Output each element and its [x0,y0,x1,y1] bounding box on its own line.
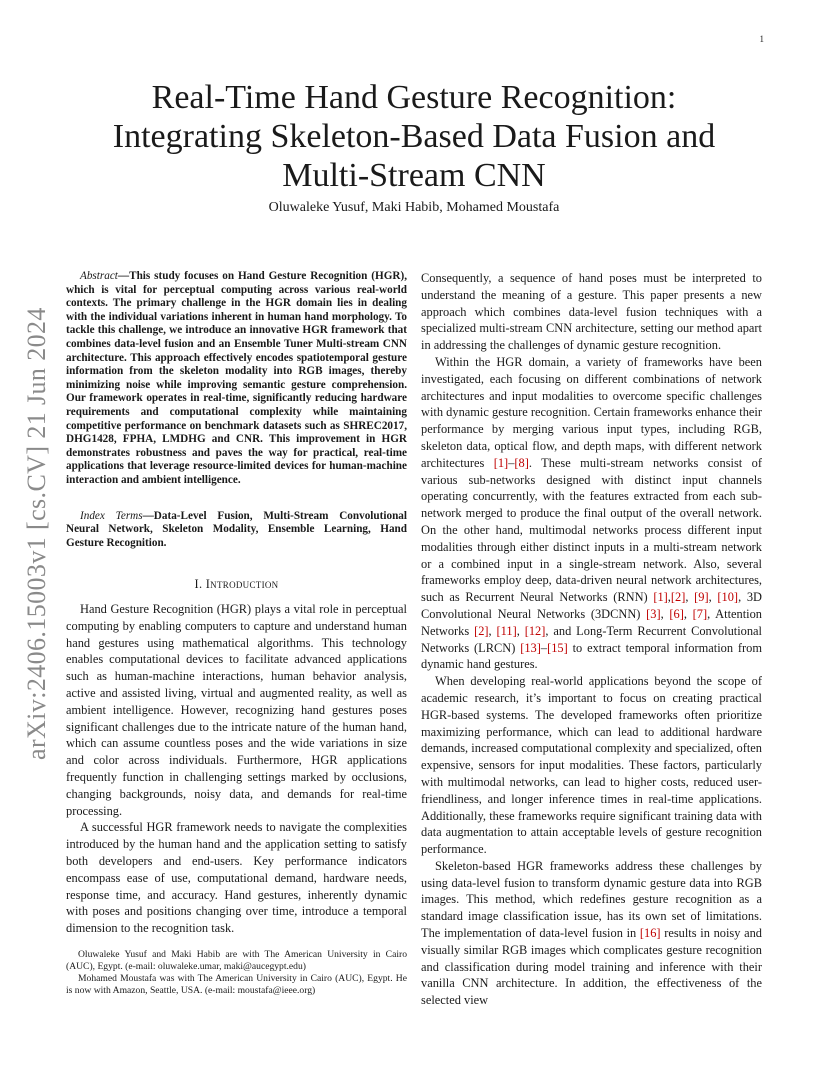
text-run: , [667,590,671,605]
text-run: to extract temporal information from dynamic hand gestures. [421,640,762,672]
page-number: 1 [759,34,764,44]
paragraph: Hand Gesture Recognition (HGR) plays a vital role in perceptual computing by enabling computers to capture and understand human hand gestures using mathematical algorithms. This technology enables computational devices to facilitate advanced applications such as human-machine interactions, human behavior analysis, active and assisted living, virtual and augmented reality, as well as ambient intelligence. However, recognizing hand gestures poses significant challenges due to the intricate nature of the human hand, which can assume countless poses and the wide variations in size and color across individuals. Furthermore, HGR applications frequently function in challenging settings marked by occlusions, changing backgrounds, noisy data, and demands for real-time processing. [66,602,407,818]
text-run: Skeleton-based HGR frameworks address these challenges by using data-level fusion to transform dynamic gesture data into RGB images. This method, which redefines gesture recognition as a standard image classification issue, has its own set of limitations. The implementation of data-level fusion in [421,858,762,941]
citation-link[interactable]: [1] [653,590,668,605]
right-column [421,270,762,1009]
title-line: Integrating Skeleton-Based Data Fusion and [112,118,716,155]
paper-title [70,78,758,195]
text-run: , [685,590,695,605]
section-heading [66,576,407,593]
text-run: , [708,590,718,605]
abstract-label: Abstract [80,270,118,282]
paragraph: When developing real-world applications beyond the scope of academic research, it’s important to focus on creating practical HGR-based systems. The developed frameworks often prioritize maximizing performance, which can lead to additional hardware demands, increased computational complexity and specialized, often expensive, sensors for input modalities. These factors, particularly with multimodal networks, can lead to higher costs, reduced user-friendliness, and longer inference times in real-time applications. Additionally, these frameworks require significant training data with data augmentation to attain acceptable levels of gesture recognition performance. [421,674,762,857]
citation-link[interactable]: [2] [474,623,489,638]
text-run: – [540,640,548,655]
citation-link[interactable]: [3] [646,606,661,621]
citation-link[interactable]: [10] [717,590,739,605]
paragraph [421,858,762,1009]
text-run: – [508,455,515,470]
index-terms [66,510,407,551]
index-terms-text: —Data-Level Fusion, Multi-Stream Convolutional Neural Network, Skeleton Modality, Ensemble Learning, Hand Gesture Recognition. [66,509,407,549]
citation-link[interactable]: [13] [520,640,541,655]
text-run: , and Long-Term Recurrent Convolutional Networks (LRCN) [421,623,762,655]
text-run: results in noisy and visually similar RGB images which complicates gesture recognition and classification during model training and inference with their vanilla CNN architecture. In addition, the effectiveness of the selected view [421,926,762,1008]
author-list: Oluwaleke Yusuf, Maki Habib, Mohamed Moustafa [268,200,560,215]
section-title: Introduction [205,577,279,592]
paragraph [421,354,762,673]
text-run: , [516,623,525,638]
text-run: . These multi-stream networks consist of various sub-networks designed with distinct input channels operating concurrently, with the features extracted from each sub-network merged to produce the final output of the overall network. On the other hand, multimodal networks process different input modalities through either distinct inputs in a multi-stream network or a combined input in a single-stream network. Also, several frameworks employ deep, data-driven neural network architectures, such as Recurrent Neural Networks (RNN) [421,455,762,605]
title-line: Multi-Stream CNN [282,157,546,194]
citation-link[interactable]: [15] [547,640,568,655]
footnote: Mohamed Moustafa was with The American University in Cairo (AUC), Egypt. He is now with Amazon, Seattle, USA. (e-mail: moustafa@ieee.org) [66,973,407,997]
text-run: , [683,606,693,621]
citation-link[interactable]: [7] [692,606,708,621]
abstract [66,270,407,488]
citation-link[interactable]: [6] [669,606,684,621]
arxiv-identifier: arXiv:2406.15003v1 [cs.CV] 21 Jun 2024 [22,307,51,760]
text-run: , [488,623,497,638]
text-run: , Attention Networks [421,606,762,638]
left-column [66,270,407,997]
citation-link[interactable]: [1] [493,455,509,470]
text-run: , [660,606,670,621]
citation-link[interactable]: [2] [670,590,686,605]
text-run: Within the HGR domain, a variety of frameworks have been investigated, each focusing on different combinations of network architectures and input modalities to overcome specific challenges with dynamic gesture recognition. Certain frameworks enhance their performance by merging various input types, including RGB, skeleton data, optical flow, and depth maps, with different network architectures [421,354,762,470]
citation-link[interactable]: [8] [514,455,529,470]
index-terms-label: Index Terms [80,509,143,522]
citation-link[interactable]: [9] [694,590,709,605]
title-line: Real-Time Hand Gesture Recognition: [151,79,677,116]
text-run: , 3D Convolutional Neural Networks (3DCNN) [421,590,762,621]
citation-link[interactable]: [11] [496,623,517,638]
abstract-text: —This study focuses on Hand Gesture Recognition (HGR), which is vital for perceptual computing across various real-world contexts. The primary challenge in the HGR domain lies in dealing with the individual variations inherent in human hand morphology. To tackle this challenge, we introduce an innovative HGR framework that combines data-level fusion and an Ensemble Tuner Multi-stream CNN architecture. This approach effectively encodes spatiotemporal gesture information from the skeleton modality into RGB images, thereby minimizing noise while improving semantic gesture comprehension. Our framework operates in real-time, significantly reducing hardware requirements and computational complexity while maintaining competitive performance on benchmark datasets such as SHREC2017, DHG1428, FPHA, LMDHG and CNR. This improvement in HGR demonstrates robustness and paves the way for practical, real-time applications that leverage resource-limited devices for human-machine interaction and ambient intelligence. [66,270,407,486]
footnote: Oluwaleke Yusuf and Maki Habib are with The American University in Cairo (AUC), Egypt. (e-mail: oluwaleke.umar, maki@aucegypt.edu) [66,949,407,973]
section-number: I. [194,577,206,592]
citation-link[interactable]: [16] [639,926,661,941]
citation-link[interactable]: [12] [524,623,546,638]
paragraph: A successful HGR framework needs to navigate the complexities introduced by the human hand and the application setting to satisfy both developers and end-users. Key performance indicators encompass ease of use, computational demand, hardware needs, response time, and accuracy. Hand gestures, inherently dynamic with poses and positions changing over time, introduce a temporal dimension to the recognition task. [66,820,407,936]
paragraph: Consequently, a sequence of hand poses must be interpreted to understand the meaning of a gesture. This paper presents a new approach which combines data-level fusion techniques with a specialized multi-stream CNN architecture, setting our method apart in addressing the challenges of dynamic gesture recognition. [421,271,762,353]
